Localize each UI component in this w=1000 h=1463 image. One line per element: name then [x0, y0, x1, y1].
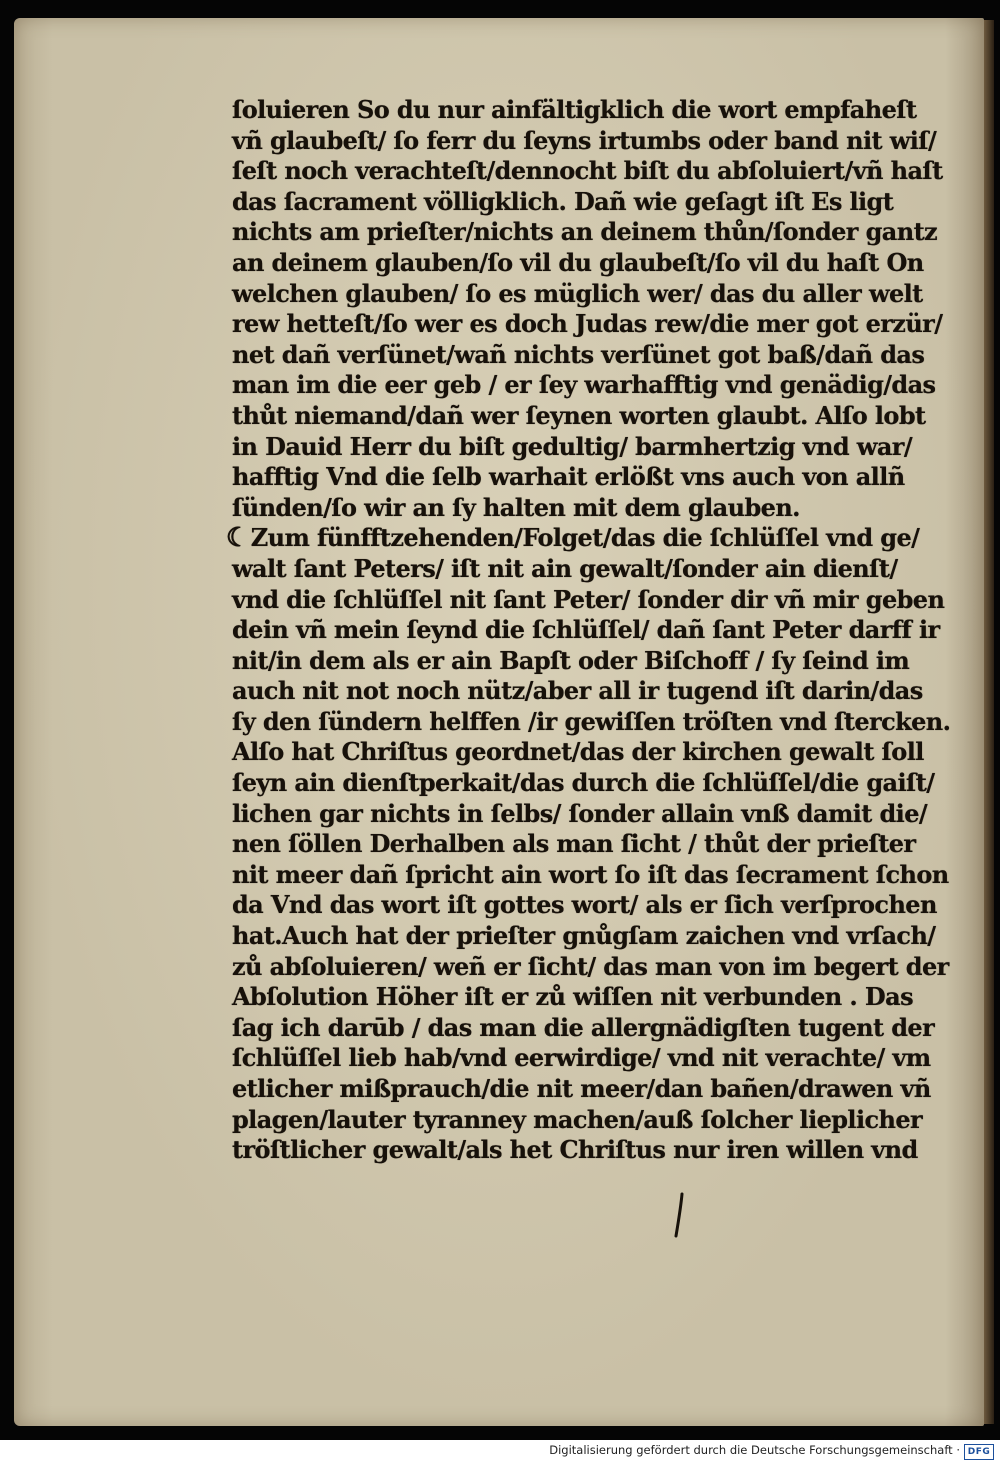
text-line: da Vnd das wort iſt gottes wort/ als er ſich verſprochen — [232, 890, 937, 920]
paragraph-mark-icon: ☾ — [226, 523, 249, 554]
text-line: Zum fünfftzehenden/Folget/das die ſchlüſſel vnd ge/ — [250, 523, 920, 553]
text-line: ſoluieren So du nur ainfältigklich die wort empfaheſt — [232, 95, 917, 124]
text-line: man im die eer geb / er ſey warhafftig vnd genädig/das — [232, 370, 936, 400]
text-line: auch nit not noch nütz/aber all ir tugend iſt darin/das — [232, 676, 923, 706]
text-line: ſeyn ain dienſtperkait/das durch die ſchlüſſel/die gaiſt/ — [232, 768, 935, 798]
page-text-block — [226, 95, 951, 1166]
text-line: walt ſant Peters/ iſt nit ain gewalt/ſonder ain dienſt/ — [232, 553, 898, 583]
text-line: das ſacrament völligklich. Dañ wie geſagt iſt Es ligt — [232, 186, 894, 216]
paragraph-start-line — [226, 523, 932, 554]
text-line: welchen glauben/ ſo es müglich wer/ das du aller welt — [232, 278, 923, 308]
text-line: in Dauid Herr du biſt gedultig/ barmhertzig vnd war/ — [232, 431, 912, 461]
text-line: lichen gar nichts in ſelbs/ ſonder allain vnß damit die/ — [232, 798, 928, 828]
text-line: rew hetteſt/ſo wer es doch Judas rew/die mer got erzür/ — [232, 309, 943, 339]
book-edge — [984, 20, 994, 1424]
text-line: vñ glaubeſt/ ſo ferr du ſeyns irtumbs oder band nit wiſ/ — [232, 125, 937, 155]
digitization-footer — [0, 1440, 1000, 1463]
text-line: zů abſoluieren/ weñ er ſicht/ das man von im begert der — [232, 951, 949, 981]
funding-credit: Digitalisierung gefördert durch die Deutsche Forschungsgemeinschaft · — [549, 1443, 960, 1457]
text-line: ſchlüſſel lieb hab/vnd eerwirdige/ vnd nit verachte/ vm — [232, 1043, 931, 1073]
text-line: tröſtlicher gewalt/als het Chriſtus nur iren willen vnd — [232, 1135, 918, 1165]
text-line: vnd die ſchlüſſel nit ſant Peter/ ſonder dir vñ mir geben — [232, 584, 945, 614]
text-line: ſeſt noch verachteſt/dennocht biſt du abſoluiert/vñ haſt — [232, 156, 943, 186]
catchword-flourish-icon — [672, 1192, 686, 1240]
text-line: thůt niemand/dañ wer ſeynen worten glaubt. Alſo lobt — [232, 400, 926, 430]
text-line: nen ſöllen Derhalben als man ſicht / thůt der prieſter — [232, 829, 916, 859]
text-line: an deinem glauben/ſo vil du glaubeſt/ſo vil du haſt On — [232, 247, 924, 277]
text-line: net dañ verſünet/wañ nichts verſünet got baß/dañ das — [232, 339, 925, 369]
text-line: Abſolution Höher iſt er zů wiſſen nit verbunden . Das — [232, 982, 913, 1012]
text-line: nit/in dem als er ain Bapſt oder Biſchoff / ſy ſeind im — [232, 645, 910, 675]
text-line: ſünden/ſo wir an ſy halten mit dem glauben. — [232, 492, 800, 522]
text-line: etlicher mißprauch/die nit meer/dan bañen/drawen vñ — [232, 1074, 931, 1103]
text-line: plagen/lauter tyranney machen/auß ſolcher lieplicher — [232, 1104, 923, 1134]
text-line: ſy den ſündern helffen /ir gewiſſen tröſten vnd ſtercken. — [232, 706, 951, 736]
text-line: nit meer dañ ſpricht ain wort ſo iſt das ſecrament ſchon — [232, 859, 949, 889]
text-line: hat.Auch hat der prieſter gnůgſam zaichen vnd vrſach/ — [232, 921, 936, 951]
text-line: Alſo hat Chriſtus geordnet/das der kirchen gewalt ſoll — [232, 737, 924, 767]
text-line: ſag ich darūb / das man die allergnädigſten tugent der — [232, 1012, 935, 1042]
dfg-logo-icon: DFG — [964, 1444, 994, 1460]
text-line: hafftig Vnd die ſelb warhait erlößt vns auch von allñ — [232, 462, 905, 492]
text-line: dein vñ mein ſeynd die ſchlüſſel/ dañ ſant Peter darff ir — [232, 615, 940, 645]
text-line: nichts am prieſter/nichts an deinem thůn/ſonder gantz — [232, 217, 938, 247]
